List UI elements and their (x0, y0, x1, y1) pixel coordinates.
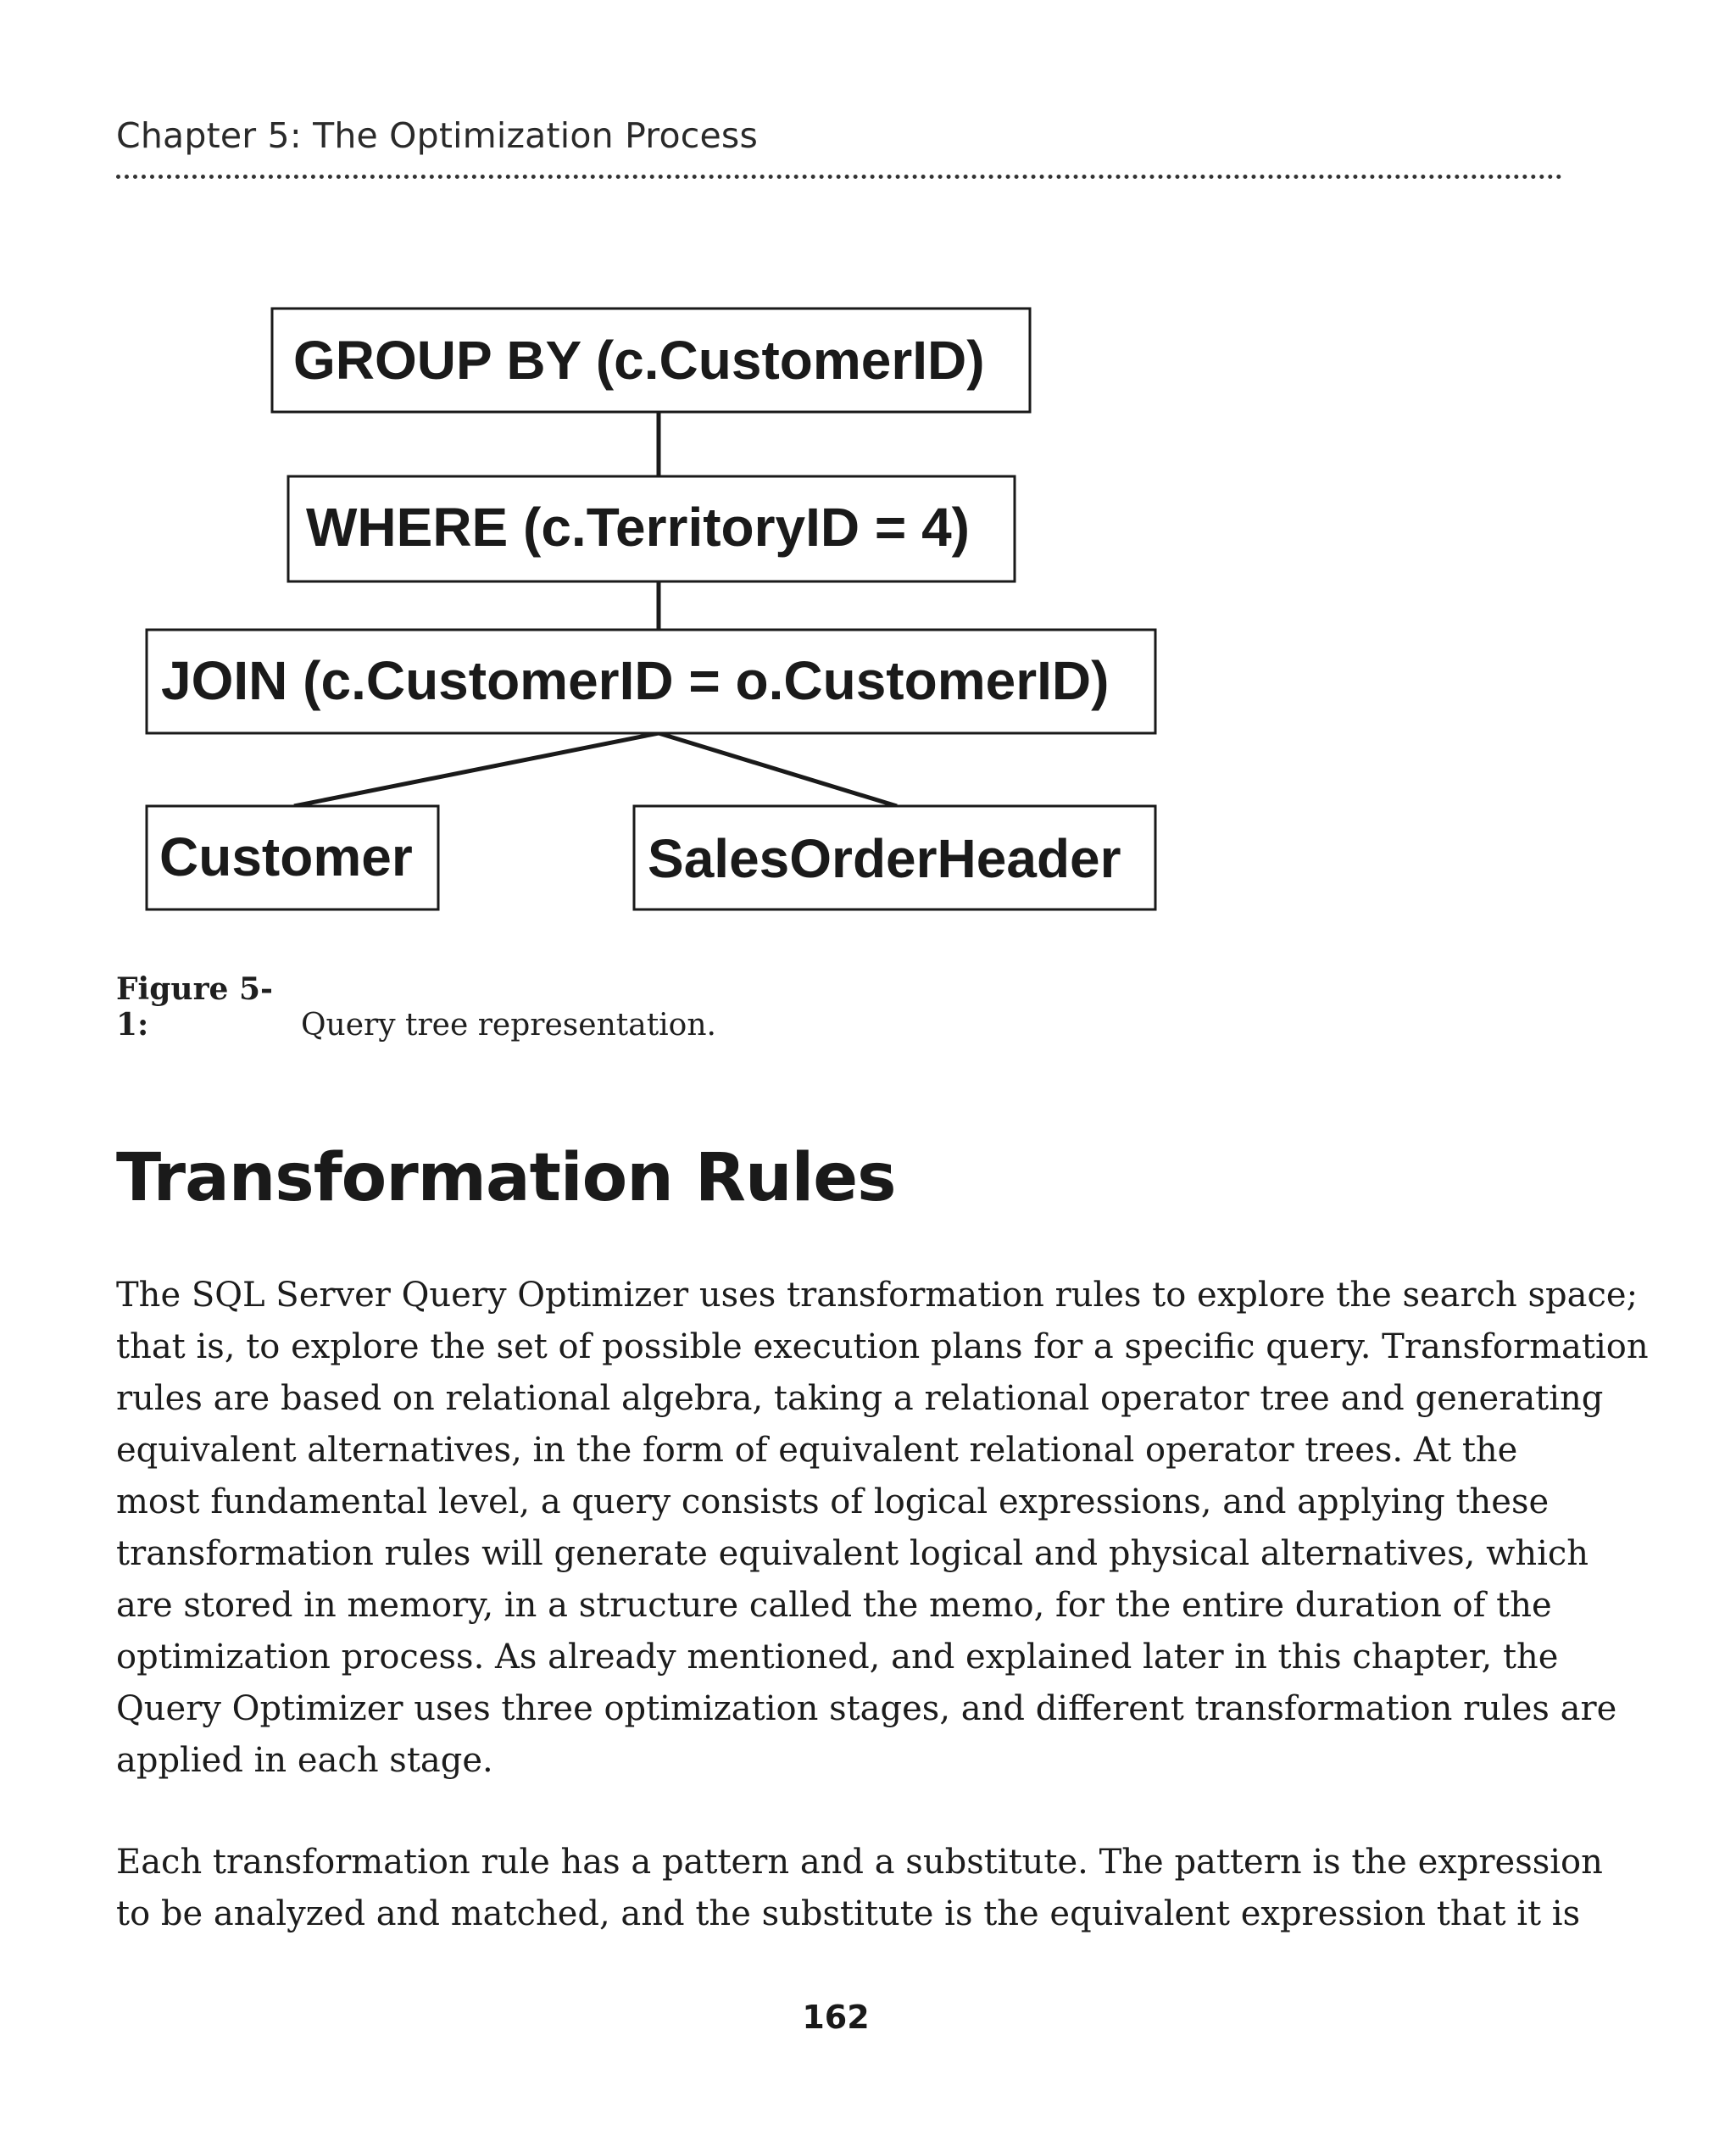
paragraph-line: rules are based on relational algebra, taking a relational operator tree and generating (116, 1379, 1604, 1418)
node-customer-label: Customer (159, 826, 413, 887)
paragraph-line: The SQL Server Query Optimizer uses transformation rules to explore the search space; (116, 1276, 1639, 1315)
running-head: Chapter 5: The Optimization Process (116, 115, 759, 156)
page-number: 162 (802, 1999, 870, 2036)
node-join (147, 630, 1155, 733)
query-tree-figure (0, 0, 1736, 949)
paragraph-line: to be analyzed and matched, and the substitute is the equivalent expression that it is (116, 1894, 1581, 1933)
figure-caption-text: Query tree representation. (301, 1008, 716, 1043)
node-where (288, 476, 1015, 581)
edge-join-salesorderheader (659, 733, 897, 806)
paragraph-line: are stored in memory, in a structure called the memo, for the entire duration of the (116, 1586, 1552, 1625)
node-group-by (272, 309, 1030, 412)
paragraph-line: transformation rules will generate equivalent logical and physical alternatives, which (116, 1534, 1589, 1573)
node-customer (147, 806, 438, 909)
section-title: Transformation Rules (116, 1140, 896, 1216)
node-where-label: WHERE (c.TerritoryID = 4) (306, 497, 970, 558)
figure-caption (116, 971, 716, 1043)
figure-caption-label: Figure 5-1: (116, 971, 273, 1043)
paragraph-line: Query Optimizer uses three optimization stages, and different transformation rules are (116, 1689, 1617, 1728)
edge-join-customer (294, 733, 659, 806)
node-sales-order-header (634, 806, 1155, 909)
paragraph-line: applied in each stage. (116, 1741, 493, 1780)
node-join-label: JOIN (c.CustomerID = o.CustomerID) (161, 650, 1110, 711)
paragraph-line: that is, to explore the set of possible execution plans for a specific query. Transformation (116, 1327, 1649, 1366)
paragraph-line: equivalent alternatives, in the form of equivalent relational operator trees. At the (116, 1431, 1518, 1470)
paragraph-line: Each transformation rule has a pattern and a substitute. The pattern is the expression (116, 1843, 1603, 1882)
paragraph-line: most fundamental level, a query consists of logical expressions, and applying these (116, 1482, 1550, 1521)
body-paragraph-2 (116, 1837, 1603, 1940)
paragraph-line: optimization process. As already mentioned, and explained later in this chapter, the (116, 1638, 1559, 1677)
node-sales-order-header-label: SalesOrderHeader (648, 828, 1121, 889)
body-paragraph-1 (116, 1270, 1649, 1787)
node-group-by-label: GROUP BY (c.CustomerID) (293, 330, 985, 391)
